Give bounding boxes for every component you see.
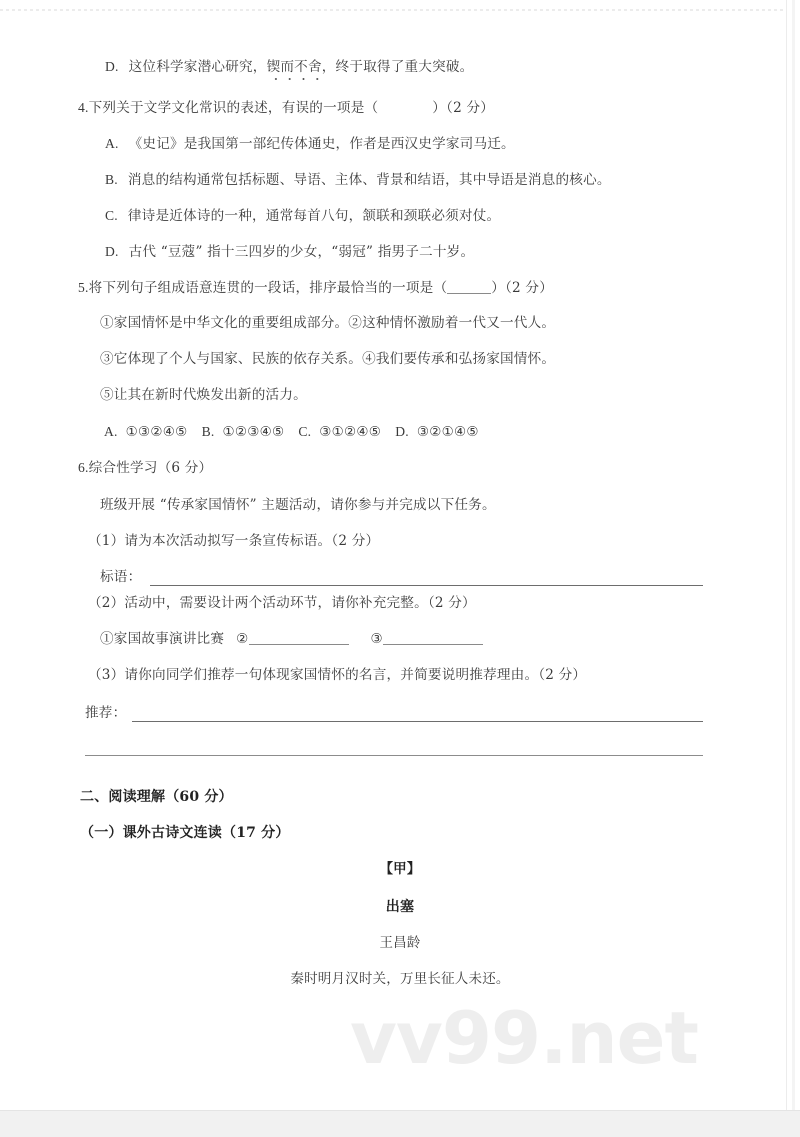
choice-label-a: A. <box>104 424 118 439</box>
choice-label-d: D. <box>395 424 409 439</box>
q6-sub3-answer-rule-2[interactable] <box>85 755 703 756</box>
site-watermark: vv99.net <box>350 996 698 1080</box>
question-title-text: 综合性学习（6 分） <box>88 460 213 476</box>
choice-text-b[interactable]: ①②③④⑤ <box>222 424 285 440</box>
question-6-title <box>78 461 212 476</box>
q4-option-b <box>105 173 611 188</box>
question-stem-tail: ）（2 分） <box>491 280 553 296</box>
poem-title: 出塞 <box>385 899 415 915</box>
q6-sub2-prompt: （2）活动中，需要设计两个活动环节，请你补充完整。（2 分） <box>88 595 476 611</box>
poem-author: 王昌龄 <box>379 935 421 951</box>
choice-text-c[interactable]: ③①②④⑤ <box>319 424 382 440</box>
choice-label-c: C. <box>298 424 312 439</box>
question-number: 5. <box>78 280 89 295</box>
q5-sentence-3: ⑤让其在新时代焕发出新的活力。 <box>100 387 307 403</box>
q4-option-c <box>105 209 500 224</box>
q6-sub1-answer-rule[interactable] <box>150 585 703 586</box>
q6-sub3-prompt: （3）请你向同学们推荐一句体现家国情怀的名言，并简要说明推荐理由。（2 分） <box>88 667 587 683</box>
scan-edge-right <box>786 0 787 1137</box>
q6-sub1-answer-label: 标语： <box>100 569 142 585</box>
choice-text-a[interactable]: ①③②④⑤ <box>125 424 188 440</box>
option-label: D. <box>105 59 119 74</box>
question-number: 4. <box>78 100 89 115</box>
q6-sub2-item-3-blank[interactable] <box>383 644 483 645</box>
option-text: 《史记》是我国第一部纪传体通史，作者是西汉史学家司马迁。 <box>128 136 515 152</box>
q6-sub1-prompt: （1）请为本次活动拟写一条宣传标语。（2 分） <box>88 533 380 549</box>
question-5-stem <box>78 281 553 296</box>
q4-option-a <box>105 137 515 152</box>
option-label: D. <box>105 244 119 259</box>
option-text-emphasis: 锲而不舍 <box>266 59 322 75</box>
option-text: 古代 “豆蔻” 指十三四岁的少女，“弱冠” 指男子二十岁。 <box>128 244 475 260</box>
option-text-after: ，终于取得了重大突破。 <box>321 59 474 75</box>
q3-option-d <box>105 60 473 75</box>
question-stem-text: 下列关于文学文化常识的表述，有误的一项是（ <box>88 100 379 116</box>
option-text: 律诗是近体诗的一种，通常每首八句，颔联和颈联必须对仗。 <box>127 208 501 224</box>
q6-intro: 班级开展 “传承家国情怀” 主题活动，请你参与并完成以下任务。 <box>100 497 496 513</box>
option-label: B. <box>105 172 118 187</box>
q5-sentence-1: ①家国情怀是中华文化的重要组成部分。②这种情怀激励着一代又一代人。 <box>100 315 556 331</box>
scan-edge-top <box>0 9 786 11</box>
q6-sub2-item-2-marker: ② <box>236 631 249 647</box>
question-4-stem <box>78 101 494 116</box>
question-stem-tail: ）（2 分） <box>432 100 495 116</box>
option-label: A. <box>105 136 119 151</box>
scan-edge-bottom <box>0 1111 800 1137</box>
option-text-before: 这位科学家潜心研究， <box>128 59 267 75</box>
q4-option-d <box>105 245 474 260</box>
choice-text-d[interactable]: ③②①④⑤ <box>416 424 479 440</box>
q6-sub2-items <box>100 633 483 647</box>
q6-sub2-item-2-blank[interactable] <box>249 644 349 645</box>
poem-line-1: 秦时明月汉时关，万里长征人未还。 <box>290 971 510 987</box>
q6-sub3-answer-rule-1[interactable] <box>132 721 703 722</box>
q6-sub3-answer-label: 推荐： <box>85 705 127 721</box>
section-2-heading: 二、阅读理解（60 分） <box>80 789 233 805</box>
choice-label-b: B. <box>201 424 215 439</box>
poem-marker: 【甲】 <box>379 861 421 877</box>
q6-sub2-item-3-marker: ③ <box>370 631 383 647</box>
q6-sub2-item-1: ①家国故事演讲比赛 <box>100 631 225 647</box>
question-stem-text: 将下列句子组成语意连贯的一段话，排序最恰当的一项是（ <box>88 280 448 296</box>
q5-sentence-2: ③它体现了个人与国家、民族的依存关系。④我们要传承和弘扬家国情怀。 <box>100 351 556 367</box>
scan-edge-right-outer <box>792 0 795 1137</box>
section-2-subheading: （一）课外古诗文连读（17 分） <box>80 825 290 841</box>
answer-parenthesis-blank[interactable] <box>447 293 491 294</box>
option-text: 消息的结构通常包括标题、导语、主体、背景和结语，其中导语是消息的核心。 <box>127 172 611 188</box>
option-label: C. <box>105 208 118 223</box>
q5-choices <box>104 425 479 440</box>
question-number: 6. <box>78 460 89 475</box>
